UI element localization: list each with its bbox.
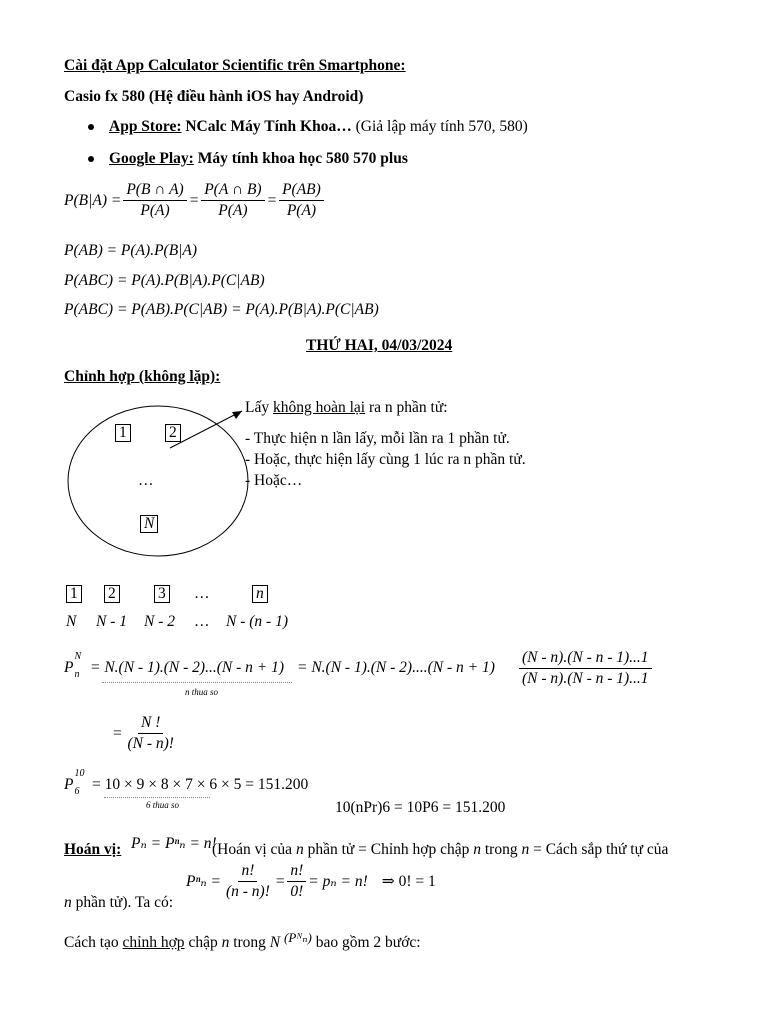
last-line [64,930,421,952]
hoanvi-formula: Pₙ = Pⁿₙ = n! [131,835,217,852]
caption-underlined: không hoàn lại [272,399,366,416]
formula-product-rule-3-expanded: P(ABC) = P(AB).P(C|AB) = P(A).P(B|A).P(C|AB) [64,301,379,318]
bullet-app-store [109,118,528,136]
bullet-label: App Store: [109,118,182,135]
line-var: n [221,934,230,951]
calculator-note: 10(nPr)6 = 10P6 = 151.200 [335,799,506,816]
draw-method-2: - Hoặc, thực hiện lấy cùng 1 lúc ra n phần tử. [245,451,526,468]
seq-box-3: 3 [154,585,170,603]
hoanvi-line2 [64,894,173,912]
perm-symbol: P [64,659,74,676]
example-underbrace [104,791,210,798]
desc-var: n [473,841,481,858]
derivation-implication: ⇒ 0! = 1 [381,873,436,890]
hoanvi-description [212,841,668,859]
fraction [201,181,264,220]
perm-underbrace-expr: = N.(N - 1).(N - 2)...(N - n + 1) [90,659,284,676]
example-sup: 10 [74,768,85,779]
set-ellipse [68,406,248,556]
seq-ellipsis: … [194,585,210,602]
desc-part: phần tử). Ta có: [71,894,174,911]
example-underbrace-label: 6 thua so [146,800,180,810]
denominator: (N - n)! [127,735,174,752]
element-ellipsis: … [138,472,154,489]
perm-factorial-formula [112,714,179,753]
numerator: P(B ∩ A) [123,181,186,201]
line-perm-symbol: (Pᴺₙ) [284,930,312,945]
bullet-label: Google Play: [109,150,194,167]
denominator: P(A) [140,202,170,219]
formula-product-rule-2: P(AB) = P(A).P(B|A) [64,242,198,259]
numerator: n! [287,862,306,882]
arrow-line [170,411,242,448]
line-part: trong [229,934,270,951]
formula-product-rule-3: P(ABC) = P(A).P(B|A).P(C|AB) [64,272,265,289]
line-part: chập [184,934,222,951]
heading-title: Cài đặt App Calculator Scientific trên Smartphone: [64,57,406,74]
section-title-permutation: Chỉnh hợp (không lặp): [64,368,221,385]
numerator: P(A ∩ B) [201,181,264,201]
bullet-note: (Giả lập máy tính 570, 580) [351,118,528,135]
date-title: THỨ HAI, 04/03/2024 [306,337,453,354]
equals: = [274,872,286,890]
element-box-n: N [140,515,158,533]
formula-lhs: P(B|A) = [64,191,122,209]
desc-var: n [521,841,530,858]
bullet-dot-1 [88,124,94,130]
underbrace [102,674,292,683]
seq-choice-n: N - (n - 1) [226,613,288,630]
draw-caption [245,399,448,417]
example-sub: 6 [74,786,80,797]
perm-fraction [517,649,654,688]
desc-var: n [64,894,72,911]
seq-choice-2: N - 1 [96,613,127,630]
formula-conditional-prob: P(B|A) = $\frac{P(B \cap A)}{P(A)}$ = $\frac{P(A \cap B)}{P(A)}$ = $\frac{P(AB)}{P(A)}$ [64,181,326,220]
line-var: N [269,934,281,951]
caption-suffix: ra n phần tử: [365,399,448,416]
example-lhs [64,768,85,797]
bullet-dot-2 [88,156,94,162]
hoanvi-derivation [186,862,436,901]
denominator: (n - n)! [225,883,270,900]
section-title-permutation-full: Hoán vị: [64,841,122,858]
bullet-bold-text: Máy tính khoa học 580 570 plus [193,150,408,167]
seq-choice-3: N - 2 [144,613,175,630]
desc-var: n [295,841,304,858]
draw-method-3: - Hoặc… [245,472,303,489]
bullet-bold-text: NCalc Máy Tính Khoa… [181,118,352,135]
numerator: N ! [138,714,163,734]
numerator: P(AB) [279,181,324,201]
seq-box-1: 1 [66,585,82,603]
desc-part: (Hoán vị của [212,841,296,858]
element-box-1: 1 [115,424,131,442]
denominator: (N - n).(N - n - 1)...1 [522,670,649,687]
perm-sub: n [74,669,80,680]
seq-choice-ellipsis: … [194,613,210,630]
fraction [279,181,324,220]
element-box-2: 2 [165,424,181,442]
perm-rhs: = N.(N - 1).(N - 2)....(N - n + 1) [297,659,495,676]
denominator: 0! [290,883,304,900]
set-diagram [60,394,260,560]
heading-subtitle: Casio fx 580 (Hệ điều hành iOS hay Android) [64,88,364,105]
desc-part: trong [481,841,522,858]
desc-part: phần tử = Chỉnh hợp chập [303,841,474,858]
numerator: n! [238,862,257,882]
seq-choice-1: N [66,613,77,630]
bullet-google-play [109,150,408,168]
numerator: (N - n).(N - n - 1)...1 [519,649,652,669]
line-underlined: chỉnh hợp [122,934,185,951]
fraction [123,181,186,220]
denominator: P(A) [218,202,248,219]
perm-symbol: P [64,776,74,793]
seq-box-2: 2 [104,585,120,603]
draw-method-1: - Thực hiện n lần lấy, mỗi lần ra 1 phần tử. [245,430,510,447]
perm-sup: N [74,651,82,662]
line-part: Cách tạo [64,934,123,951]
perm-formula-lhs [64,651,82,680]
underbrace-label: n thua so [185,687,219,697]
derivation-tail: = pₙ = n! [308,873,368,890]
seq-box-n: n [252,585,268,603]
denominator: P(A) [286,202,317,219]
desc-part: = Cách sắp thứ tự của [529,841,669,858]
equals: = [112,724,123,742]
example-expr: = 10 × 9 × 8 × 7 × 6 × 5 = 151.200 [92,776,309,793]
line-part: bao gồm 2 bước: [311,934,421,951]
caption-prefix: Lấy [245,399,273,416]
derivation-lhs: Pⁿₙ = [186,873,221,890]
